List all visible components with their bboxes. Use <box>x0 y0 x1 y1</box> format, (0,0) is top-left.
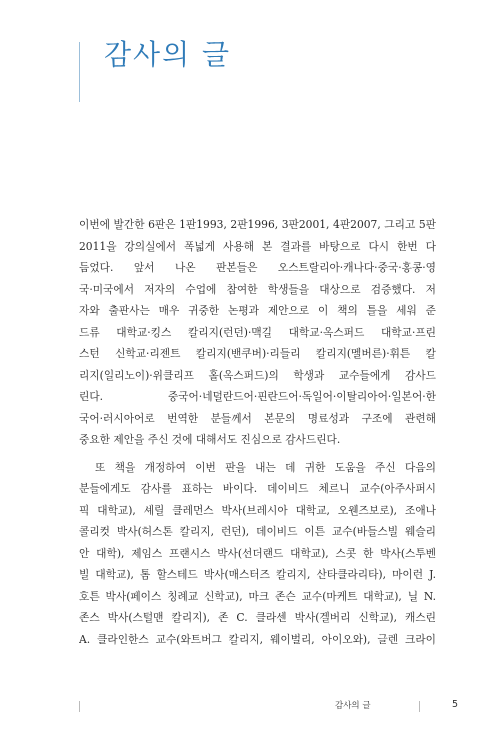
text-line: 중요한 제안을 주신 것에 대해서도 진심으로 감사드린다. <box>79 433 341 446</box>
paragraph-1 <box>79 214 436 451</box>
text-line: 존스 박사(스털맨 칼리지), 존 C. 클라센 박사(겔버리 신학교), 캐스린 <box>79 611 436 624</box>
body-text <box>79 214 436 650</box>
text-line: 자와 출판사는 매우 귀중한 논평과 제안으로 이 책의 틀을 세워 준 <box>79 304 436 317</box>
paragraph-2 <box>79 457 436 651</box>
text-line: 픽 대학교), 셰릴 클레먼스 박사(브레시아 대학교, 오웬즈보로), 조애나 <box>79 503 436 517</box>
text-line: 국어·러시아어로 번역한 분들께서 본문의 명료성과 구조에 관련해 <box>79 411 436 425</box>
title-rule <box>79 42 80 102</box>
footer-rule-left <box>79 701 80 712</box>
text-line: 2011을 강의실에서 폭넓게 사용해 본 결과를 바탕으로 다시 한번 다 <box>79 239 436 253</box>
text-line: 안 대학), 제임스 프랜시스 박사(선더랜드 대학교), 스콧 한 박사(스투벤 <box>79 546 436 560</box>
page-title: 감사의 글 <box>104 38 232 71</box>
text-line: 빌 대학교), 톰 할스테드 박사(매스터즈 칼리지, 산타클라리타), 마이런 J. <box>79 568 436 581</box>
text-line: A. 클라인한스 교수(와트버그 칼리지, 웨이벌리, 아이오와), 글렌 크라이 <box>79 632 436 646</box>
text-line: 리지(일리노이)·위클리프 홀(옥스퍼드)의 학생과 교수들에게 감사드 <box>79 368 436 382</box>
text-line: 분들에게도 감사를 표하는 바이다. 데이비드 체르니 교수(아주사퍼시 <box>79 482 436 495</box>
text-line: 드류 대학교·킹스 칼리지(런던)·맥길 대학교·옥스퍼드 대학교·프린 <box>79 325 436 339</box>
text-line: 또 책을 개정하여 이번 판을 내는 데 귀한 도움을 주신 다음의 <box>95 460 436 474</box>
text-line: 콜리컷 박사(허스톤 칼리지, 런던), 데이비드 이튼 교수(바들스빌 웨슬리 <box>79 525 436 538</box>
text-line: 린다. 중국어·네덜란드어·핀란드어·독일어·이탈리아어·일본어·한 <box>79 390 436 403</box>
text-line: 스턴 신학교·리젠트 칼리지(밴쿠버)·리들리 칼리지(멜버른)·휘튼 칼 <box>79 347 436 360</box>
footer-rule-right <box>419 701 420 712</box>
text-line: 국·미국에서 저자의 수업에 참여한 학생들을 대상으로 검증했다. 저 <box>79 282 436 296</box>
text-line: 이번에 발간한 6판은 1판1993, 2판1996, 3판2001, 4판2007, 그리고 5판 <box>79 218 436 231</box>
text-line: 호튼 박사(페이스 칭례교 신학교), 마크 존슨 교수(마케트 대학교), 닐 N. <box>79 589 436 603</box>
page-number: 5 <box>452 699 459 710</box>
running-head: 감사의 글 <box>335 701 371 711</box>
text-line: 듬었다. 앞서 나온 판본들은 오스트랄리아·캐나다·중국·홍콩·영 <box>79 261 436 274</box>
